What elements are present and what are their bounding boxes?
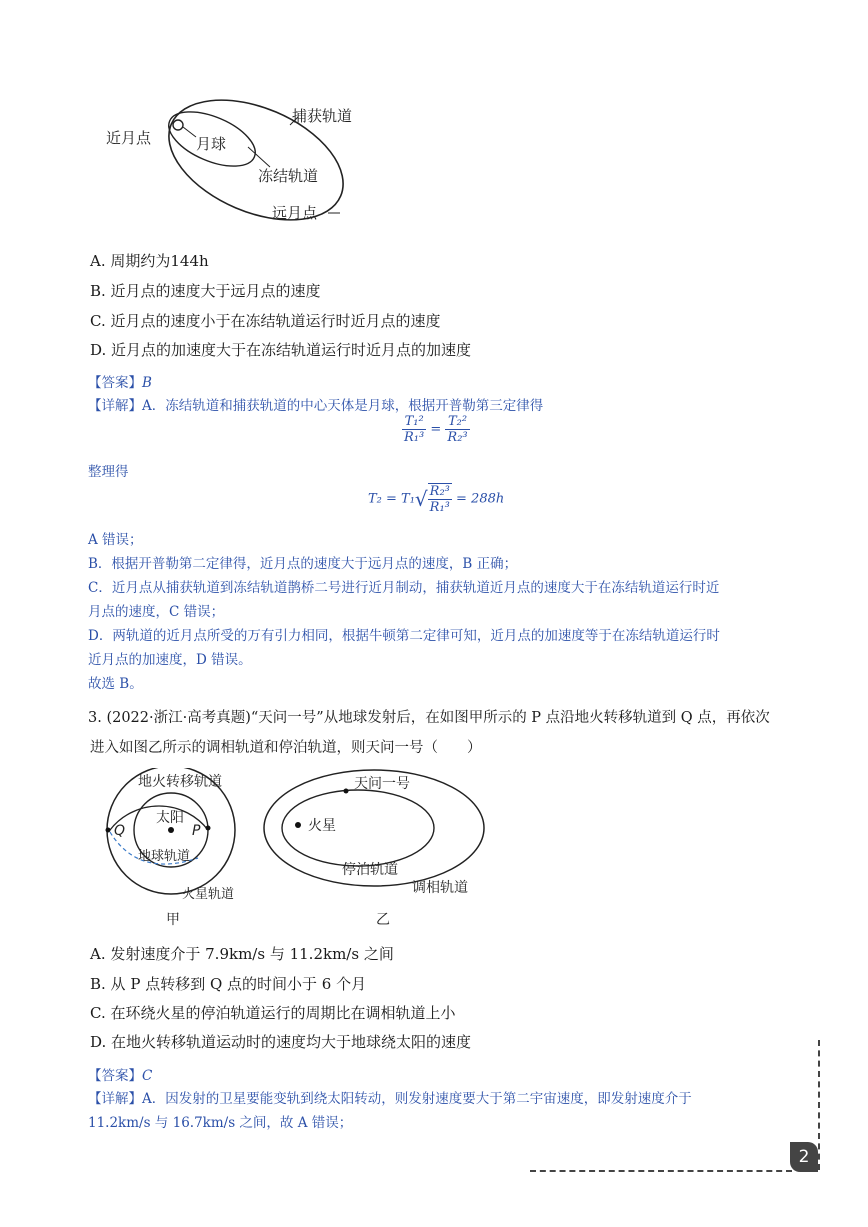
q2-detail-c1: C．近月点从捕获轨道到冻结轨道鹊桥二号进行近月制动，捕获轨道近月点的速度大于在冻结轨道运行时近: [88, 580, 720, 596]
yi-tianwen-label: 天问一号: [354, 776, 410, 792]
jia-q-label: Q: [114, 823, 126, 839]
q3-detail-line1: [88, 1087, 692, 1107]
q3-detail-line2: 11.2km/s 与 16.7km/s 之间，故 A 错误；: [88, 1115, 353, 1131]
q2-detail-c2: 月点的速度，C 错误；: [88, 604, 225, 620]
q2-detail-b: B．根据开普勒第二定律得，近月点的速度大于远月点的速度，B 正确；: [88, 556, 518, 572]
yi-caption: 乙: [376, 912, 390, 928]
jia-mars-orbit-label: 火星轨道: [182, 887, 235, 902]
answer-label: 【答案】: [88, 1068, 142, 1084]
q2-detail-d1: D．两轨道的近月点所受的万有引力相同，根据牛顿第二定律可知，近月点的加速度等于在冻结轨道运行时: [88, 628, 720, 644]
q2-option-b: B. 近月点的速度大于远月点的速度: [90, 282, 321, 300]
lunar-orbit-figure: [100, 95, 360, 235]
page-dashed-horizontal: [530, 1170, 792, 1172]
q2-answer: [88, 371, 152, 391]
jia-sun-label: 太阳: [156, 810, 184, 826]
q2-detail-a: A 错误；: [88, 532, 143, 548]
q2-detail-end: 故选 B。: [88, 676, 143, 692]
figure-jia: [98, 768, 248, 933]
kepler-third-law-formula: $\frac{\text{T₁²}}{\text{R₁³}}$ = $\frac{\text{T₂²}}{\text{R₂³}}$: [404, 414, 468, 445]
answer-value: C: [142, 1068, 153, 1084]
jia-earth-orbit-label: 地球轨道: [138, 849, 191, 864]
answer-label: 【答案】: [88, 375, 142, 391]
jia-p-label: P: [192, 823, 201, 839]
q2-detail-line1: [88, 394, 543, 414]
q2-option-c: C. 近月点的速度小于在冻结轨道运行时近月点的速度: [90, 312, 441, 330]
detail-label: 【详解】: [88, 398, 142, 414]
label-moon: 月球: [196, 135, 227, 153]
page-number: 2: [798, 1147, 810, 1167]
q2-option-a: A. 周期约为144h: [90, 252, 209, 270]
label-frozen-orbit: 冻结轨道: [258, 167, 319, 185]
q2-zhengli: 整理得: [88, 464, 129, 480]
yi-mars-label: 火星: [308, 818, 336, 834]
label-far-moon: 远月点: [272, 204, 318, 222]
q2-option-d: D. 近月点的加速度大于在冻结轨道运行时近月点的加速度: [90, 341, 472, 359]
detail-label: 【详解】: [88, 1091, 142, 1107]
page-dashed-vertical: [818, 1040, 820, 1170]
detail-text: A．因发射的卫星要能变轨到绕太阳转动，则发射速度要大于第二宇宙速度，即发射速度介于: [142, 1091, 692, 1107]
q3-stem-line2: 进入如图乙所示的调相轨道和停泊轨道，则天问一号（ ）: [90, 740, 482, 756]
q2-detail-d2: 近月点的加速度，D 错误。: [88, 652, 252, 668]
page-number-badge: [790, 1142, 818, 1172]
jia-caption: 甲: [166, 912, 180, 928]
answer-value: B: [142, 375, 152, 391]
detail-text: A．冻结轨道和捕获轨道的中心天体是月球，根据开普勒第三定律得: [142, 398, 544, 414]
q3-option-b: B. 从 P 点转移到 Q 点的时间小于 6 个月: [90, 975, 367, 993]
figure-yi: [262, 768, 492, 933]
q3-stem-line1: 3. (2022·浙江·高考真题)“天问一号”从地球发射后，在如图甲所示的 P 点沿地火转移轨道到 Q 点，再依次: [88, 710, 770, 726]
jia-transfer-label: 地火转移轨道: [138, 774, 222, 790]
label-near-moon-left: 近月点: [106, 129, 152, 147]
label-capture-orbit: 捕获轨道: [292, 107, 353, 125]
yi-parking-label: 停泊轨道: [342, 862, 398, 878]
period-result: = 288h: [456, 491, 505, 507]
q3-option-c: C. 在环绕火星的停泊轨道运行的周期比在调相轨道上小: [90, 1004, 456, 1022]
period-result-formula: T₂ = T₁√ $\frac{\text{R₂³}}{\text{R₁³}}$ = 288h: [368, 484, 505, 515]
q3-answer: [88, 1064, 152, 1084]
yi-phasing-label: 调相轨道: [412, 880, 468, 896]
q3-option-d: D. 在地火转移轨道运动时的速度均大于地球绕太阳的速度: [90, 1033, 472, 1051]
q3-option-a: A. 发射速度介于 7.9km/s 与 11.2km/s 之间: [90, 945, 394, 963]
